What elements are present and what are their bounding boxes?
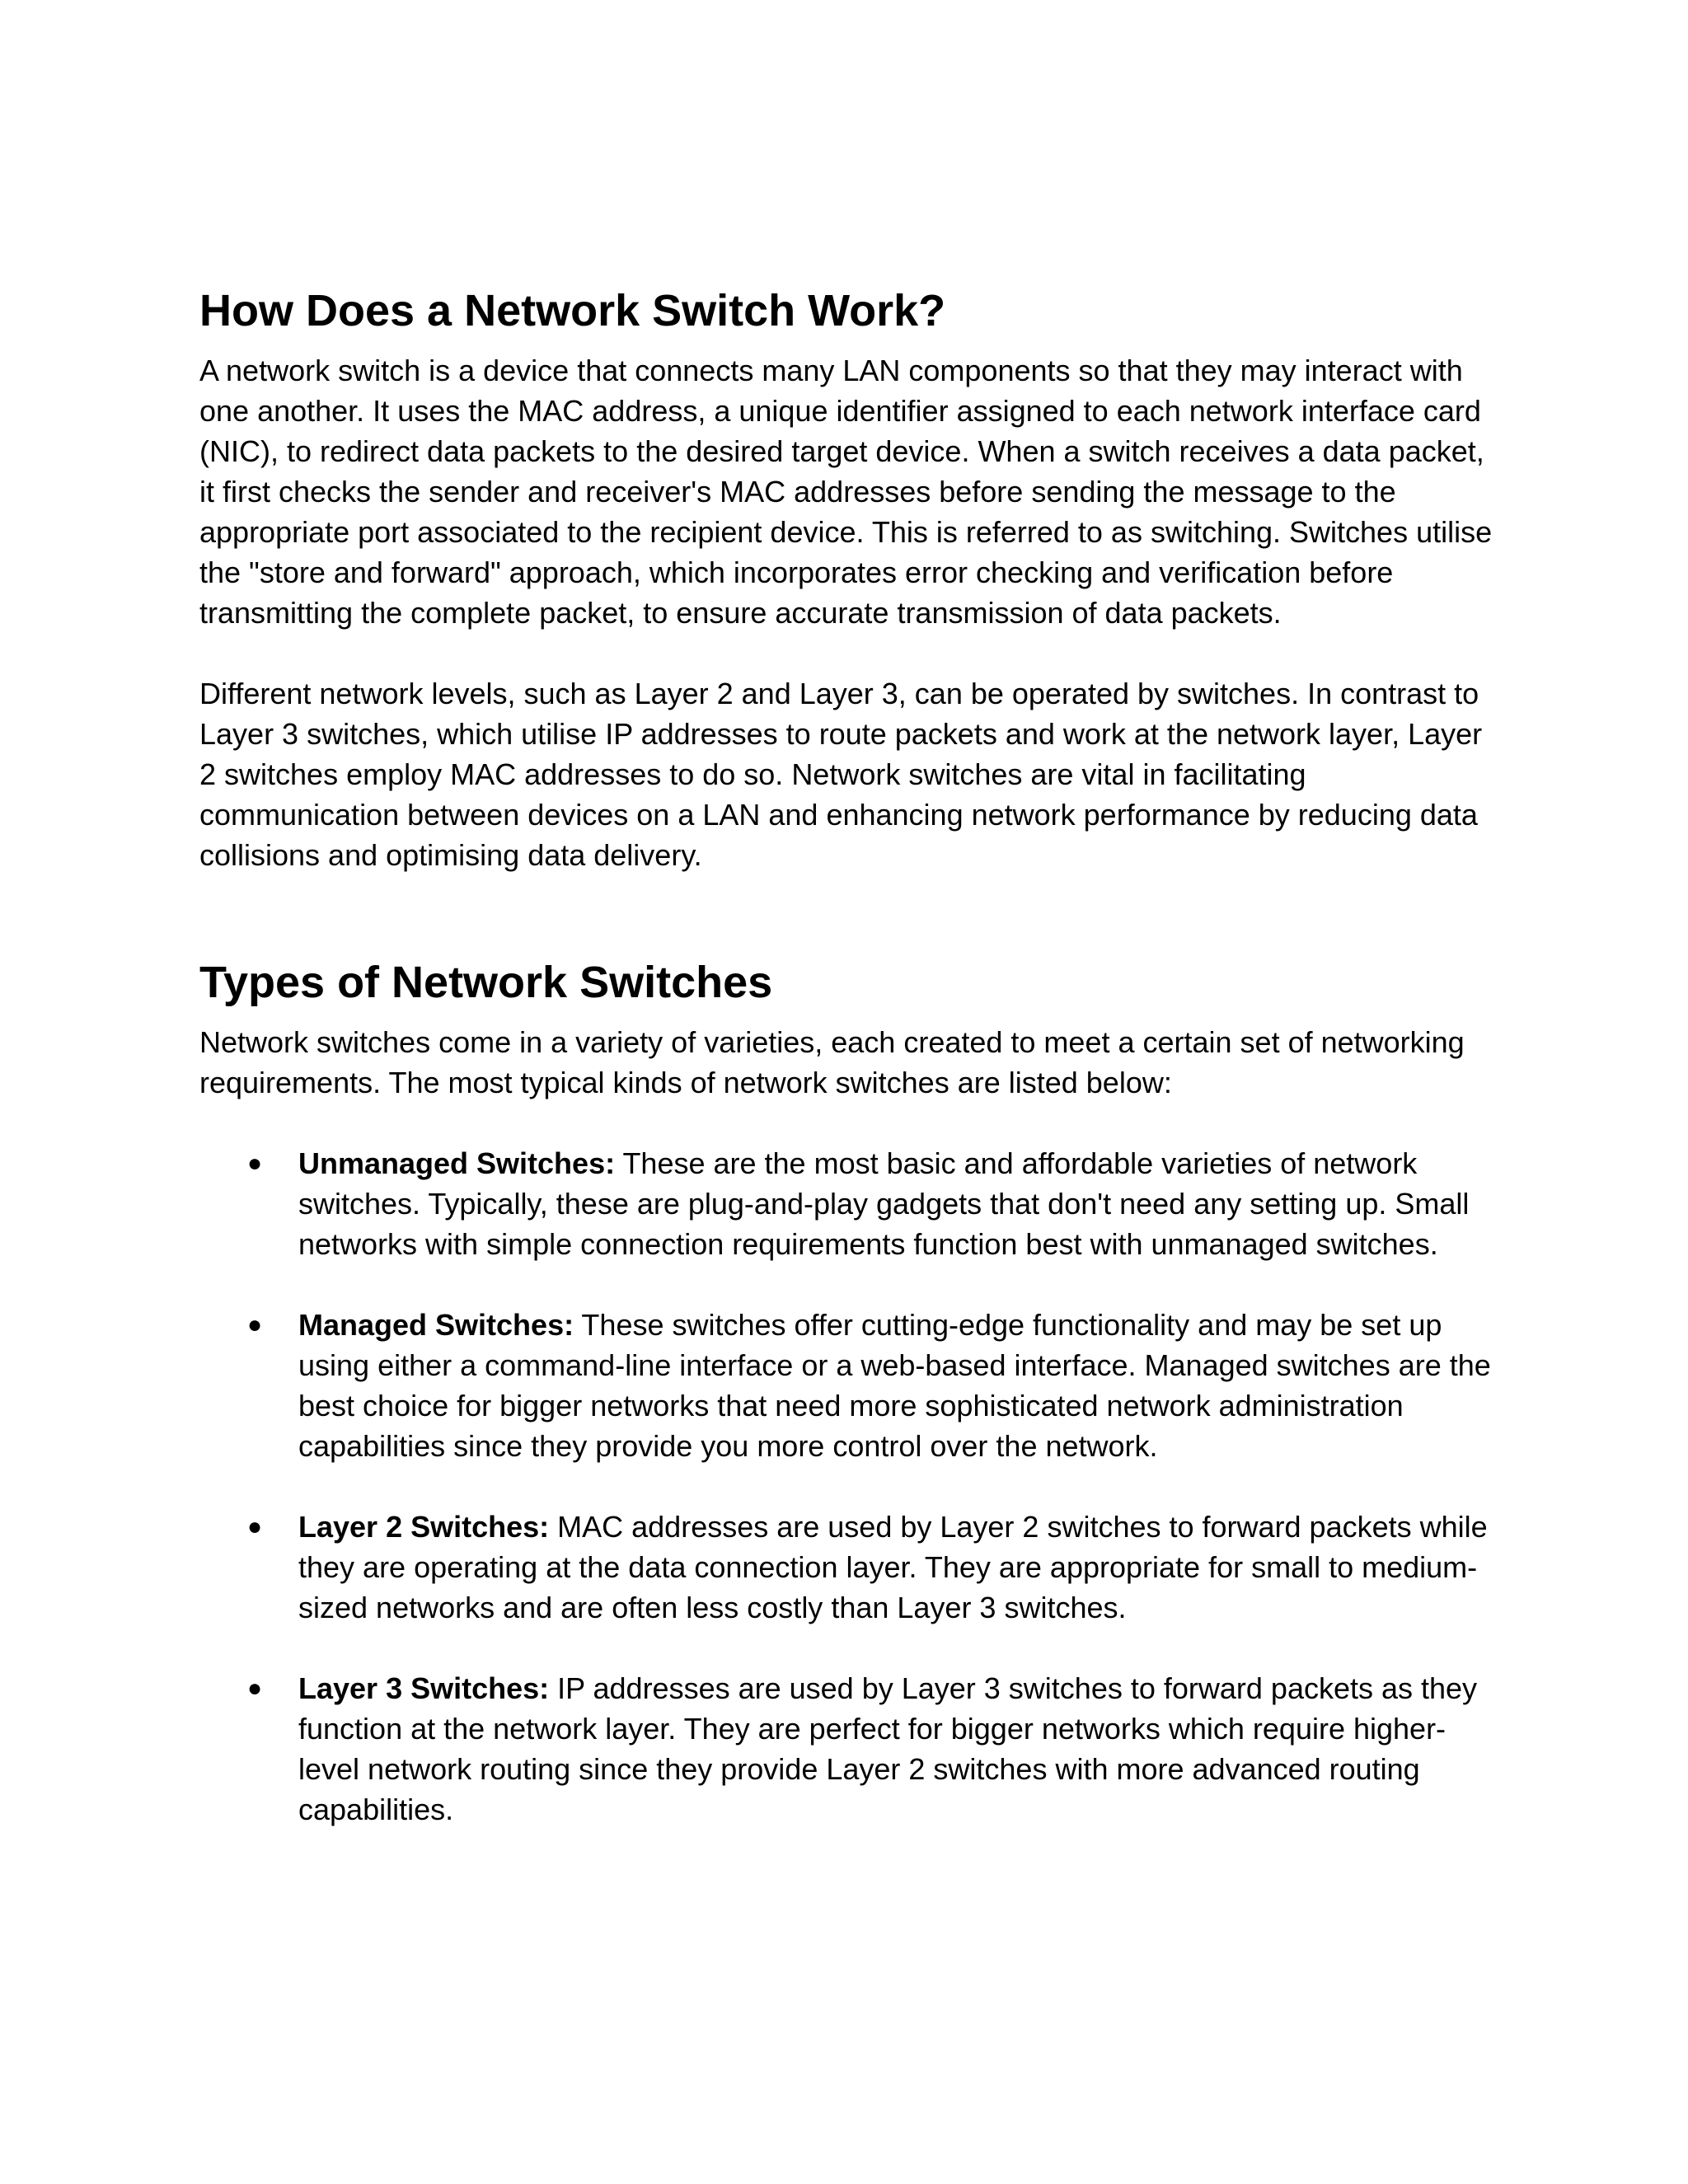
list-item-term: Layer 3 Switches: [298, 1671, 550, 1705]
list-item-layer3-switches [199, 1668, 1502, 1830]
bullet-icon: ● [247, 1150, 263, 1177]
document-page [199, 284, 1502, 1870]
list-item-managed-switches [199, 1305, 1502, 1466]
list-item-term: Managed Switches: [298, 1308, 574, 1342]
paragraph-network-levels: Different network levels, such as Layer 2 and Layer 3, can be operated by switches. In contrast to Layer 3 switches, which utilise IP addresses to route packets and work at the network layer, Layer 2 switches employ MAC addresses to do so. Network switches are vital in facilitating communication between devices on a LAN and enhancing network performance by reducing data collisions and optimising data delivery. [199, 677, 1483, 872]
list-item-unmanaged-switches [199, 1143, 1502, 1264]
list-item-term: Layer 2 Switches: [298, 1510, 550, 1544]
list-item-term: Unmanaged Switches: [298, 1146, 616, 1180]
list-item-text: These switches offer cutting-edge functionality and may be set up using either a command-line interface or a web-based interface. Managed switches are the best choice for bigger networks that need more sophisticated network administration capabilities since they provide you more control over the network. [298, 1308, 1491, 1463]
list-item-text: IP addresses are used by Layer 3 switches to forward packets as they function at the network layer. They are perfect for bigger networks which require higher-level network routing since they provide Layer 2 switches with more advanced routing capabilities. [298, 1671, 1478, 1826]
list-item-text: These are the most basic and affordable varieties of network switches. Typically, these are plug-and-play gadgets that don't need any setting up. Small networks with simple connection requirements function best with unmanaged switches. [298, 1146, 1470, 1261]
switch-types-list [199, 1143, 1502, 1830]
bullet-icon: ● [247, 1311, 263, 1338]
section-heading-types-of-switches: Types of Network Switches [199, 958, 773, 1007]
bullet-icon: ● [247, 1513, 263, 1540]
bullet-icon: ● [247, 1675, 263, 1702]
list-item-text: MAC addresses are used by Layer 2 switches to forward packets while they are operating at the data connection layer. They are appropriate for small to medium-sized networks and are often less costly than Layer 3 switches. [298, 1510, 1488, 1624]
paragraph-types-intro: Network switches come in a variety of varieties, each created to meet a certain set of networking requirements. The most typical kinds of network switches are listed below: [199, 1025, 1465, 1099]
paragraph-switch-overview: A network switch is a device that connects many LAN components so that they may interact with one another. It uses the MAC address, a unique identifier assigned to each network interface card (NIC), to redirect data packets to the desired target device. When a switch receives a data packet, it first checks the sender and receiver's MAC addresses before sending the message to the appropriate port associated to the recipient device. This is referred to as switching. Switches utilise the "store and forward" approach, which incorporates error checking and verification before transmitting the complete packet, to ensure accurate transmission of data packets. [199, 354, 1493, 630]
list-item-layer2-switches [199, 1507, 1502, 1628]
section-heading-how-switch-works: How Does a Network Switch Work? [199, 286, 946, 335]
